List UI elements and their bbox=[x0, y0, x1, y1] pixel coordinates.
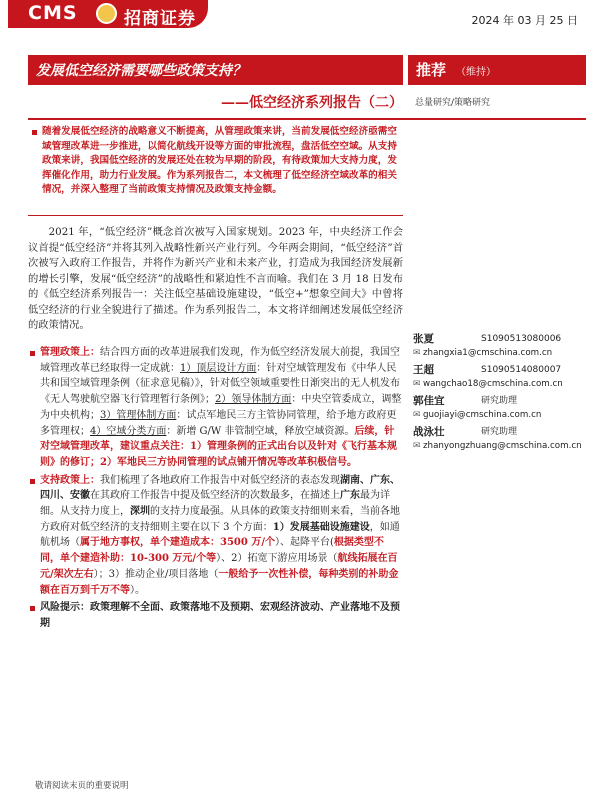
highlight-run: 一般给予一次性补偿，每种类别的补助金额在百万到千万不等 bbox=[40, 568, 399, 596]
highlight-run: 后续，针对空域管理改革，建议重点关注：1）管理条例的正式出台以及针对《飞行基本规则》的修订；2）军地民三方协同管理的试点铺开情况等改革积极信号。 bbox=[40, 425, 397, 468]
bold-run: 深圳 bbox=[130, 506, 150, 518]
bold-run: 湖南、广东、四川、安徽 bbox=[40, 474, 400, 502]
analyst-card bbox=[413, 426, 588, 453]
text-run: 结合四方面的改革进展我们发现，作为低空经济发展大前提，我国空域管理改革已经取得一定成就： bbox=[40, 347, 400, 374]
text-run: ：新增 G/W 非管制空域，释放空域资源。 bbox=[166, 425, 355, 437]
logo-seal-icon bbox=[96, 3, 117, 24]
risk-text: 政策理解不全面、政策落地不及预期、宏观经济波动、产业落地不及预期 bbox=[40, 602, 400, 629]
analyst-code: S1090513080006 bbox=[481, 334, 562, 344]
recommend-bar bbox=[408, 55, 586, 85]
recommend-label: 推荐 bbox=[416, 61, 447, 79]
bullet-lead: 管理政策上： bbox=[40, 347, 100, 358]
analyst-role: 研究助理 bbox=[481, 396, 518, 406]
bullet-square-icon bbox=[32, 130, 37, 135]
analyst-email[interactable]: zhangxia1@cmschina.com.cn bbox=[423, 347, 553, 358]
analyst-email[interactable]: wangchao18@cmschina.com.cn bbox=[423, 378, 563, 389]
email-icon: ✉ bbox=[413, 409, 421, 420]
bullet-lead: 支持政策上： bbox=[40, 474, 100, 486]
analyst-email[interactable]: zhanyongzhuang@cmschina.com.cn bbox=[423, 440, 582, 451]
text-run: 最为详细。从支持力度上， bbox=[40, 490, 390, 518]
underline-run: 4）空域分类方面 bbox=[90, 425, 167, 437]
bullet-list bbox=[28, 345, 403, 634]
bullet-lead: 风险提示： bbox=[40, 602, 90, 614]
text-run: ）。 bbox=[130, 584, 145, 596]
report-date: 2024 年 03 月 25 日 bbox=[471, 14, 578, 27]
analyst-role: 研究助理 bbox=[481, 427, 518, 437]
title-bar bbox=[28, 55, 403, 85]
bullet-risk bbox=[28, 600, 403, 631]
body-paragraph: 2021 年，“低空经济”概念首次被写入国家规划。2023 年，中央经济工作会议首提“低空经济”并将其列入战略性新兴产业行列。今年两会期间，“低空经济”首次被写入政府工作报告，并将作为新兴产业和未来产业，打造成为我国经济发展新的增长引擎，发展“低空经济”的战略性和紧迫性不言而喻。我们在 3 月 18 日发布的《低空经济系列报告一：关注低空基础设施建设，“低空+”想象空间大》中曾将低空经济的行业全貌进行了描述。作为系列报告二，本文将详细阐述发展低空经济的政策情况。 bbox=[28, 226, 403, 331]
text-run: 在其政府工作报告中提及低空经济的次数最多，在描述上 bbox=[90, 490, 340, 502]
report-category: 总量研究/策略研究 bbox=[415, 98, 491, 108]
analyst-name: 张夏 bbox=[413, 333, 434, 345]
bullet-support bbox=[28, 473, 403, 599]
email-icon: ✉ bbox=[413, 347, 421, 358]
summary-box bbox=[28, 122, 403, 202]
company-logo bbox=[8, 0, 208, 28]
text-run: 我们梳理了各地政府工作报告中对低空经济的表态发现 bbox=[100, 474, 340, 486]
analyst-card bbox=[413, 333, 588, 360]
text-run: ）、起降平台( bbox=[274, 537, 334, 549]
recommend-sub: （维持） bbox=[456, 67, 496, 78]
highlight-run: 航线拓展在百元/架次左右 bbox=[40, 553, 398, 580]
bold-run: 1）发展基础设施建设 bbox=[272, 521, 370, 533]
text-run: ：试点军地民三方主管协同管理，给予地方政府更多管理权； bbox=[40, 409, 397, 437]
summary-divider bbox=[28, 215, 403, 216]
analyst-list bbox=[413, 333, 588, 457]
analyst-code: S1090514080007 bbox=[481, 365, 562, 375]
underline-run: 1）顶层设计方面 bbox=[180, 362, 257, 374]
bullet-square-icon bbox=[30, 351, 35, 356]
email-icon: ✉ bbox=[413, 440, 421, 451]
text-run: 的支持力度最强。从具体的政策支持细则来看，当前各地方政府对低空经济的支持细则主要在以下 3 个方面： bbox=[40, 506, 400, 533]
email-icon: ✉ bbox=[413, 378, 421, 389]
logo-en: CMS bbox=[28, 2, 78, 24]
bullet-square-icon bbox=[30, 606, 35, 611]
analyst-name: 王超 bbox=[413, 364, 434, 376]
analyst-name: 郭佳宜 bbox=[413, 395, 445, 407]
summary-text: 随着发展低空经济的战略意义不断提高，从管理政策来讲，当前发展低空经济亟需空域管理改革进一步推进，以简化航线开设等方面的审批流程，盘活低空空域。从支持政策来讲，我国低空经济的发展还处在较为早期的阶段，有待政策加大支持力度，发挥催化作用，助力行业发展。作为系列报告二，本文梳理了低空经济空域改革的相关情况，并深入整理了当前政策支持情况及政策支持金额。 bbox=[42, 126, 397, 195]
analyst-email[interactable]: guojiayi@cmschina.com.cn bbox=[423, 409, 542, 420]
bullet-management bbox=[28, 345, 403, 471]
highlight-run: 根据类型不同，单个建造补助：10-300 万元/个等 bbox=[40, 537, 384, 565]
highlight-run: 属于地方事权，单个建造成本：3500 万/个 bbox=[80, 537, 275, 549]
footer-note: 敬请阅读末页的重要说明 bbox=[35, 781, 129, 791]
bullet-square-icon bbox=[30, 479, 35, 484]
analyst-card bbox=[413, 364, 588, 391]
report-subtitle: ——低空经济系列报告（二） bbox=[221, 95, 403, 111]
logo-cn: 招商证券 bbox=[124, 9, 196, 29]
analyst-card bbox=[413, 395, 588, 422]
text-run: ）、2）拓宽下游应用场景（ bbox=[216, 553, 338, 565]
text-run: ，如通航机场（ bbox=[40, 521, 400, 549]
underline-run: 2）领导体制方面 bbox=[215, 394, 292, 406]
header-divider bbox=[28, 118, 586, 120]
bold-run: 广东 bbox=[340, 490, 360, 502]
report-title: 发展低空经济需要哪些政策支持？ bbox=[36, 63, 246, 79]
text-run: ：中央空管委成立，调整为中央机构； bbox=[40, 394, 402, 421]
text-run: ）；3）推动企业/项目落地（ bbox=[93, 568, 219, 580]
underline-run: 3）管理体制方面 bbox=[100, 409, 177, 421]
analyst-name: 战泳壮 bbox=[413, 426, 445, 438]
text-run: ：针对空域管理发布《中华人民共和国空域管理条例（征求意见稿）》，针对低空领域重要性日渐突出的无人机发布《无人驾驶航空器飞行管理暂行条例》； bbox=[40, 362, 400, 406]
